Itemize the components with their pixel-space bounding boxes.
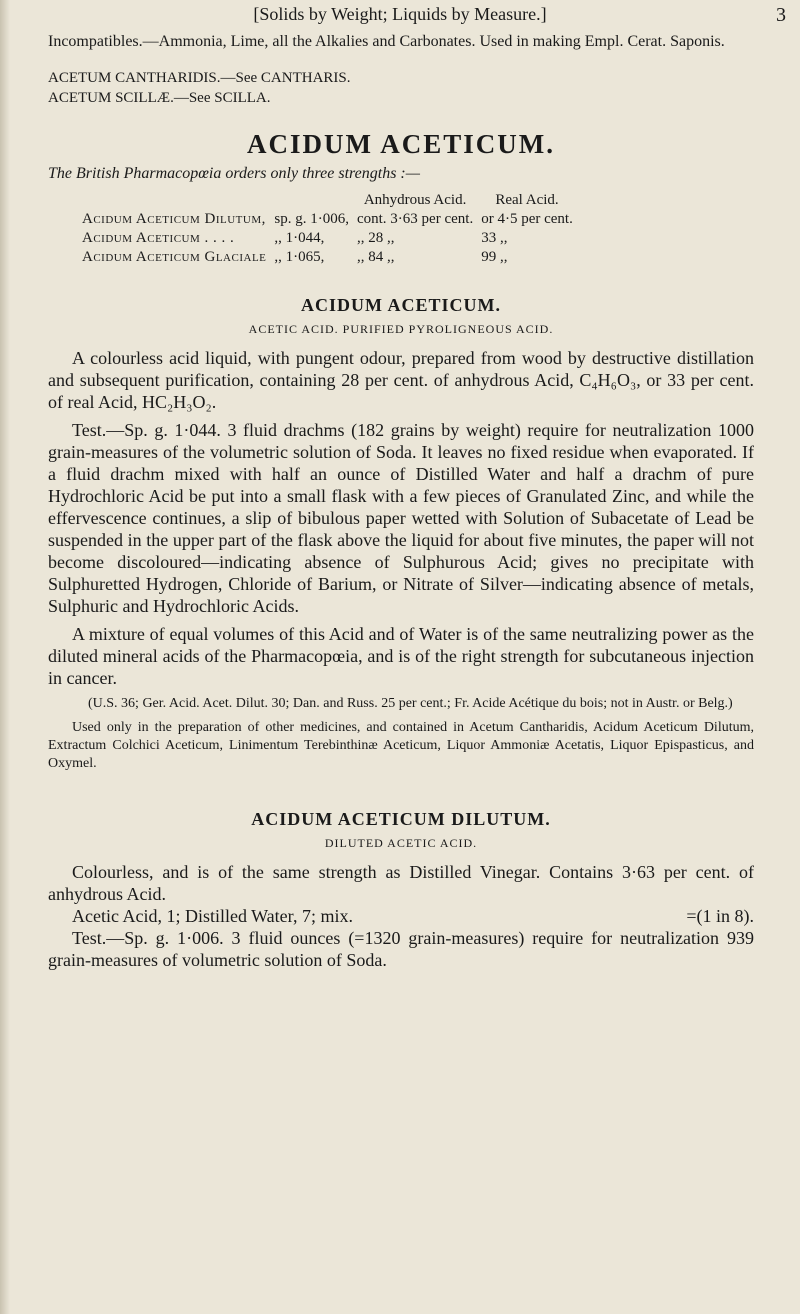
table-cell: cont. 3·63 per cent. [356,211,474,227]
test-paragraph: Test.—Sp. g. 1·006. 3 fluid ounces (=1320 grain-measures) require for neutralization 939 grain-measures of volumetric solution of Soda. [48,928,754,970]
page-content [48,32,754,971]
table-cell: ,, 28 ,, [356,230,395,246]
table-cell: Acidum Aceticum Glaciale [82,249,267,265]
table-row [78,248,577,267]
page-number: 3 [776,4,786,26]
table-cell: sp. g. 1·006, [274,211,349,227]
test-paragraph: Test.—Sp. g. 1·044. 3 fluid drachms (182 grains by weight) require for neutralization 1000 grain-measures of the volumetric solution of Soda. It leaves no fixed residue when evaporated. If a fluid drachm mixed with half an ounce of Distilled Water and half a drachm of pure Hydrochloric Acid be put into a small flask with a few pieces of Granulated Zinc, and while the effervescence continues, a slip of bibulous paper wetted with Solution of Subacetate of Lead be suspended in the upper part of the flask above the liquid for about five minutes, the paper will not become discoloured—indicating absence of Sulphurous Acid; gives no precipitate with Sulphuretted Hydrogen, Chloride of Barium, or Nitrate of Silver—indicating absence of metals, Sulphuric and Hydrochloric Acids. [48,420,754,616]
xref-acetum-scillae: ACETUM SCILLÆ.—See SCILLA. [48,90,271,106]
section-subheading: DILUTED ACETIC ACID. [324,836,478,850]
recipe-text: Acetic Acid, 1; Distilled Water, 7; mix. [72,906,353,926]
strengths-intro: The British Pharmacopœia orders only three strengths :— [48,165,420,182]
description-paragraph: A colourless acid liquid, with pungent odour, prepared from wood by destructive distillation and subsequent purification, containing 28 per cent. of anhydrous Acid, C₄H₆O₃, or 33 per cent. of real Acid, HC₂H₃O₂. [48,348,754,412]
page-gutter-shadow [0,0,10,1314]
recipe-line [48,905,754,927]
section-heading-acidum-aceticum: ACIDUM ACETICUM. [301,295,501,315]
main-heading: ACIDUM ACETICUM. [247,129,555,159]
table-row [78,229,577,248]
table-cell: 33 ,, [481,230,508,246]
table-cell: ,, 1·065, [274,249,325,265]
strengths-table [78,190,577,267]
table-row [78,210,577,229]
table-header-cell: Anhydrous Acid. [363,192,467,208]
table-header-cell [270,190,353,210]
table-cell: 99 ,, [481,249,508,265]
incompatibles-text: Incompatibles.—Ammonia, Lime, all the Alkalies and Carbonates. Used in making Empl. Cerat. Saponis. [48,33,725,50]
uses-paragraph: Used only in the preparation of other medicines, and contained in Acetum Cantharidis, Acidum Aceticum Dilutum, Extractum Colchici Aceticum, Linimentum Terebinthinæ Aceticum, Liquor Ammoniæ Acetatis, Liquor Epispasticus, and Oxymel. [48,720,754,771]
section-subheading: ACETIC ACID. PURIFIED PYROLIGNEOUS ACID. [248,322,554,336]
table-cell: or 4·5 per cent. [481,211,573,227]
running-head: [Solids by Weight; Liquids by Measure.] [253,4,547,24]
section-heading-acidum-aceticum-dilutum: ACIDUM ACETICUM DILUTUM. [251,809,551,829]
table-cell: ,, 84 ,, [356,249,395,265]
table-header-row [78,190,577,210]
table-cell: Acidum Aceticum . . . . [82,230,235,246]
recipe-ratio: =(1 in 8). [686,906,754,926]
table-header-cell: Real Acid. [495,192,559,208]
mixture-paragraph: A mixture of equal volumes of this Acid and of Water is of the same neutralizing power as the diluted mineral acids of the Pharmacopœia, and is of the right strength for subcutaneous injection in cancer. [48,624,754,688]
description-paragraph: Colourless, and is of the same strength as Distilled Vinegar. Contains 3·63 per cent. of anhydrous Acid. [48,862,754,904]
table-header-cell [78,190,270,210]
cross-references [48,68,754,108]
table-cell: ,, 1·044, [274,230,325,246]
pharmacopoeia-note: (U.S. 36; Ger. Acid. Acet. Dilut. 30; Dan. and Russ. 25 per cent.; Fr. Acide Acétique du bois; not in Austr. or Belg.) [88,696,733,711]
xref-acetum-cantharidis: ACETUM CANTHARIDIS.—See CANTHARIS. [48,70,351,86]
table-cell: Acidum Aceticum Dilutum, [82,211,266,227]
